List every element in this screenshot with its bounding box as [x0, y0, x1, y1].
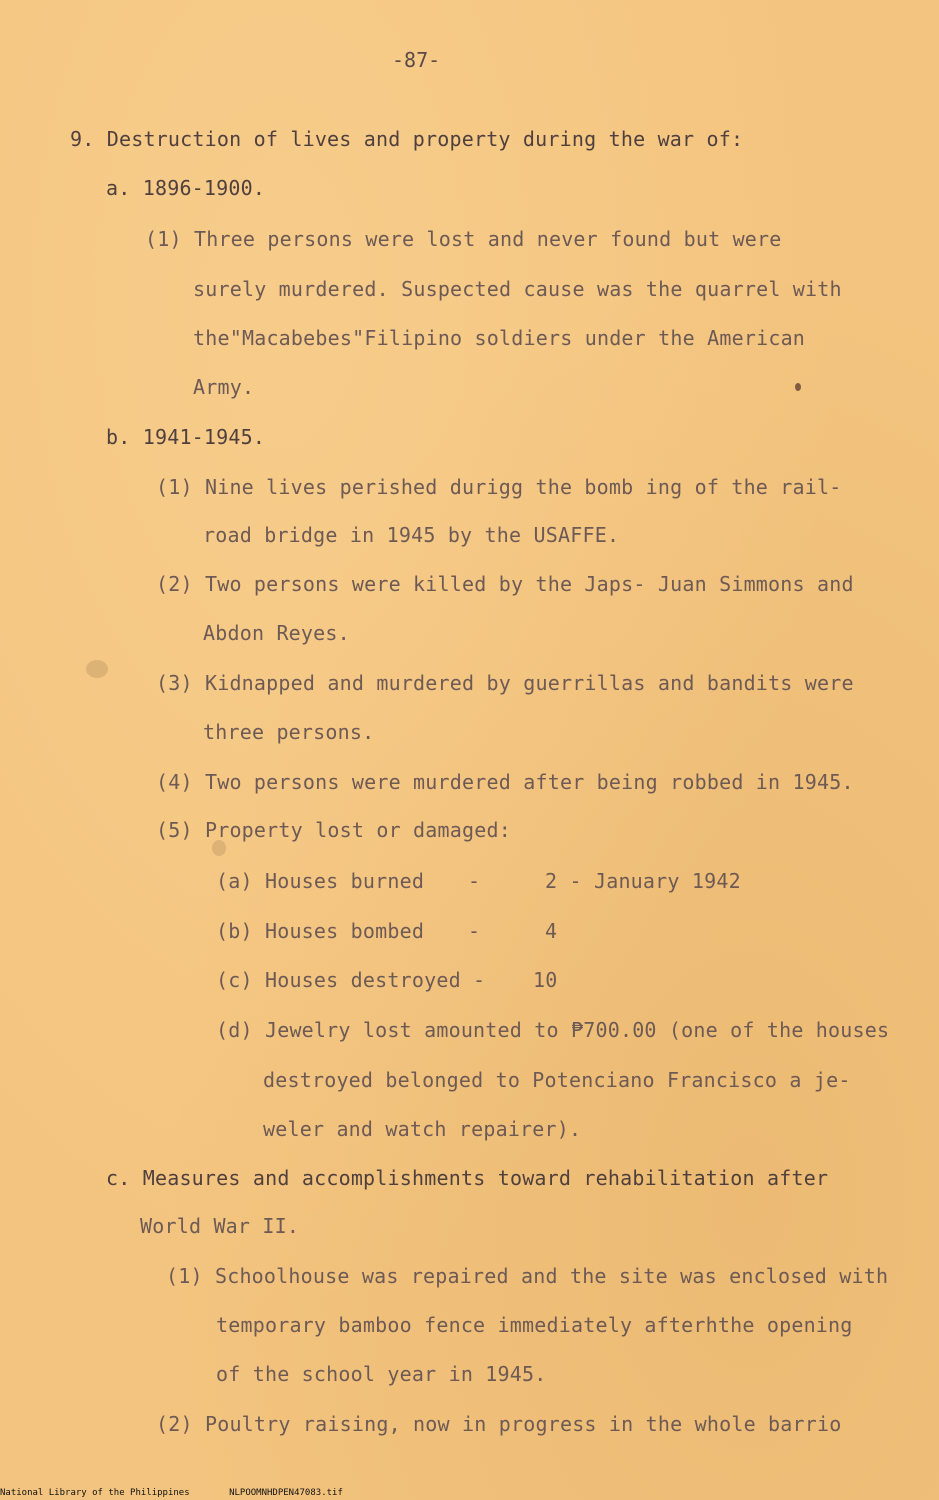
c1-line-2: temporary bamboo fence immediately afterhthe opening — [216, 1313, 853, 1337]
c1-line-3: of the school year in 1945. — [216, 1362, 547, 1386]
b5-line: (5) Property lost or damaged: — [156, 818, 511, 842]
a1-line-1: (1) Three persons were lost and never found but were — [145, 227, 782, 251]
property-b-label: (b) Houses bombed — [216, 919, 425, 943]
scan-footer — [0, 1488, 377, 1498]
b2-line-1: (2) Two persons were killed by the Japs- Juan Simmons and — [156, 572, 854, 596]
property-c-label: (c) Houses destroyed - — [216, 968, 486, 992]
property-b-dash: - — [468, 919, 481, 943]
footer-library: National Library of the Philippines — [0, 1488, 190, 1498]
paper-stain — [86, 660, 108, 678]
b1-line-1: (1) Nine lives perished durigg the bomb ing of the rail- — [156, 475, 842, 499]
subsection-c-label-1: c. Measures and accomplishments toward rehabilitation after — [106, 1166, 829, 1190]
a1-line-4: Army. — [193, 375, 255, 399]
property-b-value: 4 — [545, 919, 558, 943]
property-a-label: (a) Houses burned — [216, 869, 425, 893]
property-a-value: 2 - January 1942 — [545, 869, 741, 893]
c2-line-1: (2) Poultry raising, now in progress in the whole barrio — [156, 1412, 842, 1436]
a1-line-2: surely murdered. Suspected cause was the quarrel with — [193, 277, 842, 301]
property-a-dash: - — [468, 869, 481, 893]
b4-line: (4) Two persons were murdered after being robbed in 1945. — [156, 770, 854, 794]
jewelry-line-2: destroyed belonged to Potenciano Francisco a je- — [263, 1068, 851, 1092]
page-number: -87- — [392, 48, 441, 72]
paper-stain — [212, 840, 226, 856]
subsection-a-label: a. 1896-1900. — [106, 176, 266, 200]
jewelry-line-3: weler and watch repairer). — [263, 1117, 582, 1141]
b3-line-2: three persons. — [203, 720, 375, 744]
section-9-heading: 9. Destruction of lives and property during the war of: — [70, 127, 744, 151]
a1-line-3: the"Macabebes"Filipino soldiers under the American — [193, 326, 806, 350]
footer-filename: NLPOOMNHDPEN47083.tif — [229, 1488, 343, 1498]
property-c-value: 10 — [533, 968, 558, 992]
ink-spot — [795, 383, 801, 391]
c1-line-1: (1) Schoolhouse was repaired and the site was enclosed with — [166, 1264, 889, 1288]
b1-line-2: road bridge in 1945 by the USAFFE. — [203, 523, 620, 547]
subsection-b-label: b. 1941-1945. — [106, 425, 266, 449]
b2-line-2: Abdon Reyes. — [203, 621, 350, 645]
subsection-c-label-2: World War II. — [140, 1214, 300, 1238]
b3-line-1: (3) Kidnapped and murdered by guerrillas and bandits were — [156, 671, 854, 695]
jewelry-line-1: (d) Jewelry lost amounted to ₱700.00 (one of the houses — [216, 1018, 890, 1042]
